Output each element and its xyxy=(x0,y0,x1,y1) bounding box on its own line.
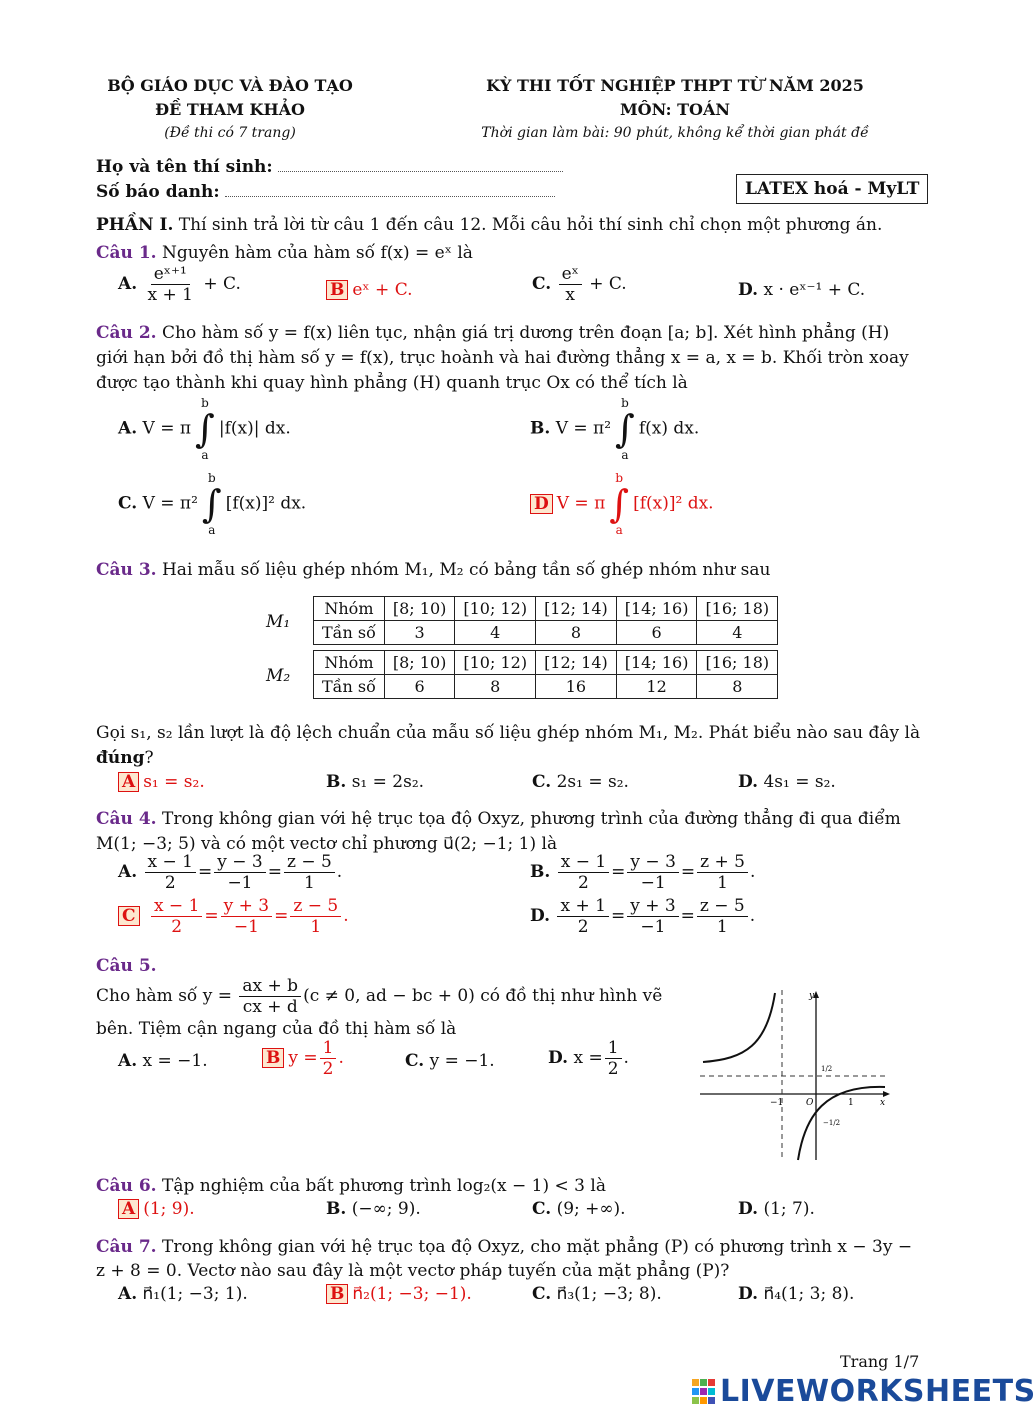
q3-a-label: A xyxy=(118,772,139,792)
q2-b-body: f(x) dx. xyxy=(638,418,700,439)
liveworksheets-brand: LIVEWORKSHEETS xyxy=(720,1374,1036,1409)
frac-num: y − 3 xyxy=(214,852,265,873)
q7-option-c[interactable] xyxy=(532,1284,662,1304)
q3-c-label: C. xyxy=(532,772,552,792)
q4-option-d[interactable]: D. $\frac{x + 1}{2}$ = $\frac{y + 3}{-1}$ = $\frac{z - 5}{1}$ . xyxy=(530,896,756,937)
frac-num: z − 5 xyxy=(697,896,748,917)
q4-a-frac-z xyxy=(284,852,335,893)
frac-num: z − 5 xyxy=(284,852,335,873)
q5-stem xyxy=(96,976,662,1017)
q1-d-label: D. xyxy=(738,280,759,300)
q5-b-pre: y = xyxy=(288,1048,318,1068)
page-number: Trang 1/7 xyxy=(840,1352,920,1371)
q2-c-upper: b xyxy=(207,471,216,485)
q7-option-b[interactable] xyxy=(326,1284,472,1304)
table-cell: [10; 12) xyxy=(455,597,536,621)
part1-instruction xyxy=(96,215,882,235)
q2-b-pre: V = π² xyxy=(555,418,612,439)
frac-num: x − 1 xyxy=(558,852,609,873)
frac-num: z + 5 xyxy=(697,852,748,873)
table-cell: 8 xyxy=(455,675,536,699)
q5-d-fraction xyxy=(605,1038,622,1079)
frac-den: 2 xyxy=(322,1059,334,1079)
table-row xyxy=(314,621,778,645)
q4-b-label: B. xyxy=(530,862,551,882)
q4-c-frac-x xyxy=(151,896,202,937)
q4-c-label: C xyxy=(118,906,140,926)
q6-text: Tập nghiệm của bất phương trình log₂(x − 1) < 3 là xyxy=(161,1176,606,1196)
q6-d-text: (1; 7). xyxy=(763,1199,815,1219)
integral-icon: ∫ xyxy=(195,407,215,451)
table-cell: 8 xyxy=(536,621,617,645)
q6-option-c[interactable] xyxy=(532,1199,626,1219)
table-cell: 4 xyxy=(697,621,778,645)
q2-a-pre: V = π xyxy=(142,418,192,439)
q5-pre: Cho hàm số y = xyxy=(96,986,232,1006)
q6-d-label: D. xyxy=(738,1199,759,1219)
q3-table-m1 xyxy=(313,596,778,645)
y-half-label: 1/2 xyxy=(821,1065,833,1073)
q1-option-c[interactable] xyxy=(532,264,627,305)
q3-c-text: 2s₁ = s₂. xyxy=(556,772,629,792)
q5-graph xyxy=(695,985,895,1165)
q7-a-label: A. xyxy=(118,1284,138,1304)
q2-c-pre: V = π² xyxy=(142,493,198,514)
q7-line1: Trong không gian với hệ trục tọa độ Oxyz, cho mặt phẳng (P) có phương trình x − 3y − xyxy=(161,1237,913,1257)
frac-den: 1 xyxy=(310,917,322,937)
frac-den: −1 xyxy=(233,917,259,937)
table-cell: Tần số xyxy=(314,621,385,645)
q7-label: Câu 7. xyxy=(96,1237,157,1257)
x-neg1-label: −1 xyxy=(770,1098,784,1108)
q3-b-label: B. xyxy=(326,772,347,792)
candidate-id-label: Số báo danh: xyxy=(96,182,220,202)
liveworksheets-logo[interactable] xyxy=(692,1374,1036,1409)
q2-option-b[interactable] xyxy=(530,396,699,462)
q4-a-frac-y xyxy=(214,852,265,893)
q3-b-text: s₁ = 2s₂. xyxy=(351,772,425,792)
q3-after2-bold: đúng xyxy=(96,748,145,768)
q3-after2-tail: ? xyxy=(144,748,154,768)
q4-d-label: D. xyxy=(530,906,551,926)
q6-option-a[interactable] xyxy=(118,1199,195,1219)
frac-den: 1 xyxy=(717,873,728,893)
q6-option-b[interactable] xyxy=(326,1199,421,1219)
frac-num: y − 3 xyxy=(627,852,678,873)
table-cell: [12; 14) xyxy=(536,651,617,675)
q3-option-c[interactable] xyxy=(532,772,629,792)
integral-icon: ∫ xyxy=(615,407,635,451)
q5-option-b[interactable]: B y = $\frac{1}{2}$ . xyxy=(262,1038,344,1079)
part1-title: PHẦN I. xyxy=(96,215,174,235)
q7-line2: z + 8 = 0. Vectơ nào sau đây là một vectơ pháp tuyến của mặt phẳng (P)? xyxy=(96,1261,730,1281)
q2-d-pre: V = π xyxy=(556,493,606,514)
q3-a-text: s₁ = s₂. xyxy=(143,772,205,792)
frac-num: y + 3 xyxy=(627,896,678,917)
candidate-id-field[interactable] xyxy=(225,184,555,197)
frac-num: x − 1 xyxy=(145,852,196,873)
q5-b-label: B xyxy=(262,1048,284,1068)
frac-num: 1 xyxy=(320,1038,337,1059)
q4-d-frac-x xyxy=(557,896,608,937)
table-row xyxy=(314,597,778,621)
q5-den: cx + d xyxy=(242,997,298,1017)
latex-stamp: LATEX hoá - MyLT xyxy=(736,174,928,204)
q2-d-upper: b xyxy=(615,471,624,485)
q7-option-d[interactable] xyxy=(738,1284,854,1304)
q1-a-fraction xyxy=(145,264,196,305)
q3-table-m2 xyxy=(313,650,778,699)
q2-c-lower: a xyxy=(208,523,216,537)
candidate-id-row xyxy=(96,182,555,202)
frac-den: −1 xyxy=(640,917,666,937)
q1-a-den: x + 1 xyxy=(147,285,193,305)
ministry-title: BỘ GIÁO DỤC VÀ ĐÀO TẠO xyxy=(107,76,353,95)
q7-b-label: B xyxy=(326,1284,348,1304)
q4-a-frac-x xyxy=(145,852,196,893)
q2-c-integral xyxy=(202,471,222,537)
q7-d-label: D. xyxy=(738,1284,759,1304)
table-cell: [10; 12) xyxy=(455,651,536,675)
q2-b-upper: b xyxy=(621,396,629,410)
q7-c-label: C. xyxy=(532,1284,552,1304)
q5-cond: (c ≠ 0, ad − bc + 0) có đồ thị như hình vẽ xyxy=(303,986,663,1006)
q3-d-text: 4s₁ = s₂. xyxy=(763,772,836,792)
q4-stem-1 xyxy=(96,809,901,829)
table-cell: 8 xyxy=(697,675,778,699)
q1-a-label: A. xyxy=(118,274,138,294)
q4-line1: Trong không gian với hệ trục tọa độ Oxyz, phương trình của đường thẳng đi qua điểm xyxy=(161,809,901,829)
graph-branch-left xyxy=(703,993,775,1062)
q4-option-b[interactable]: B. $\frac{x - 1}{2}$ = $\frac{y - 3}{-1}$ = $\frac{z + 5}{1}$ . xyxy=(530,852,756,893)
q1-label: Câu 1. xyxy=(96,243,157,263)
q1-option-a[interactable] xyxy=(118,264,241,305)
q1-text: Nguyên hàm của hàm số f(x) = eˣ là xyxy=(161,243,473,263)
q5-label: Câu 5. xyxy=(96,956,157,976)
q1-c-label: C. xyxy=(532,274,552,294)
q7-option-a[interactable] xyxy=(118,1284,248,1304)
q3-d-label: D. xyxy=(738,772,759,792)
q2-label: Câu 2. xyxy=(96,323,157,343)
q2-a-lower: a xyxy=(201,448,209,462)
q2-option-d[interactable] xyxy=(530,471,714,537)
q3-after2 xyxy=(96,748,154,768)
table-cell: [8; 10) xyxy=(384,597,455,621)
q2-a-body: |f(x)| dx. xyxy=(218,418,291,439)
frac-num: y + 3 xyxy=(221,896,272,917)
table-cell: 4 xyxy=(455,621,536,645)
q3-stem xyxy=(96,560,770,580)
q1-c-num: eˣ xyxy=(559,264,582,285)
q3-label: Câu 3. xyxy=(96,560,157,580)
table-cell: 6 xyxy=(384,675,455,699)
q4-b-frac-x xyxy=(558,852,609,893)
frac-den: −1 xyxy=(640,873,666,893)
candidate-name-label: Họ và tên thí sinh: xyxy=(96,157,273,177)
x-axis-arrow-icon xyxy=(883,1091,890,1097)
table-cell: [12; 14) xyxy=(536,597,617,621)
integral-icon: ∫ xyxy=(201,482,222,526)
q3-text: Hai mẫu số liệu ghép nhóm M₁, M₂ có bảng tần số ghép nhóm như sau xyxy=(161,560,771,580)
table-cell: [16; 18) xyxy=(697,651,778,675)
q2-b-integral xyxy=(615,396,635,462)
q2-line1: Cho hàm số y = f(x) liên tục, nhận giá trị dương trên đoạn [a; b]. Xét hình phẳng (H) xyxy=(161,323,890,343)
frac-num: z − 5 xyxy=(290,896,341,917)
q5-d-pre: x = xyxy=(573,1048,603,1068)
q6-option-d[interactable] xyxy=(738,1199,815,1219)
q2-a-label: A. xyxy=(118,418,138,439)
integral-icon: ∫ xyxy=(609,482,630,526)
table-row xyxy=(314,651,778,675)
table-cell: [14; 16) xyxy=(616,651,697,675)
q1-a-tail: + C. xyxy=(203,274,241,294)
doc-type: ĐỀ THAM KHẢO xyxy=(155,100,305,119)
table-cell: [14; 16) xyxy=(616,597,697,621)
q4-c-frac-y xyxy=(221,896,272,937)
q4-option-a[interactable]: A. $\frac{x - 1}{2}$ = $\frac{y - 3}{-1}$ = $\frac{z - 5}{1}$ . xyxy=(118,852,343,893)
q5-heading xyxy=(96,956,157,976)
q3-option-a[interactable] xyxy=(118,772,205,792)
q6-c-text: (9; +∞). xyxy=(556,1199,626,1219)
q6-a-label: A xyxy=(118,1199,139,1219)
q2-d-lower: a xyxy=(615,523,623,537)
q1-c-den: x xyxy=(565,285,575,305)
q5-num: ax + b xyxy=(239,976,301,997)
q1-c-tail: + C. xyxy=(589,274,627,294)
q5-a-label: A. xyxy=(118,1051,138,1071)
q6-label: Câu 6. xyxy=(96,1176,157,1196)
table-cell: Nhóm xyxy=(314,651,385,675)
table-cell: Nhóm xyxy=(314,597,385,621)
q3-m1-label: M₁ xyxy=(266,612,291,632)
table-cell: Tần số xyxy=(314,675,385,699)
table-cell: 6 xyxy=(616,621,697,645)
q2-a-integral xyxy=(195,396,215,462)
candidate-name-row xyxy=(96,157,563,177)
table-cell: [16; 18) xyxy=(697,597,778,621)
q2-d-integral xyxy=(609,471,629,537)
q5-option-a[interactable] xyxy=(118,1051,208,1071)
q1-a-num: eˣ⁺¹ xyxy=(151,264,190,285)
q4-a-label: A. xyxy=(118,862,138,882)
y-axis-label: y xyxy=(809,991,815,1001)
q4-label: Câu 4. xyxy=(96,809,157,829)
q6-b-text: (−∞; 9). xyxy=(351,1199,421,1219)
q7-d-text: n⃗₄(1; 3; 8). xyxy=(763,1284,855,1304)
frac-den: 2 xyxy=(164,873,176,893)
candidate-name-field[interactable] xyxy=(278,159,563,172)
q2-c-label: C. xyxy=(118,493,138,514)
q5-fraction xyxy=(239,976,301,1017)
frac-num: x − 1 xyxy=(151,896,202,917)
q1-b-text: eˣ + C. xyxy=(352,280,413,300)
q5-option-c[interactable] xyxy=(405,1051,495,1071)
pages-note: (Đề thi có 7 trang) xyxy=(164,125,296,141)
frac-den: 2 xyxy=(607,1059,619,1079)
q2-stem-1 xyxy=(96,323,889,343)
frac-num: x + 1 xyxy=(557,896,608,917)
q2-option-c[interactable] xyxy=(118,471,306,537)
q6-c-label: C. xyxy=(532,1199,552,1219)
table-cell: 16 xyxy=(536,675,617,699)
q3-option-d[interactable] xyxy=(738,772,836,792)
q1-stem xyxy=(96,243,473,263)
q1-b-label: B xyxy=(326,280,348,300)
q3-m2-label: M₂ xyxy=(266,666,291,686)
q7-stem-1 xyxy=(96,1237,912,1257)
q1-d-text: x · eˣ⁻¹ + C. xyxy=(763,280,866,300)
q2-a-upper: b xyxy=(201,396,209,410)
q7-c-text: n⃗₃(1; −3; 8). xyxy=(556,1284,662,1304)
liveworksheets-logo-icon xyxy=(692,1379,716,1405)
frac-num: 1 xyxy=(605,1038,622,1059)
q5-line2: bên. Tiệm cận ngang của đồ thị hàm số là xyxy=(96,1019,457,1039)
q4-line2: M(1; −3; 5) và có một vectơ chỉ phương u⃗(2; −1; 1) là xyxy=(96,834,558,854)
frac-den: 1 xyxy=(716,917,728,937)
q4-d-frac-y xyxy=(627,896,678,937)
q1-c-fraction xyxy=(559,264,582,305)
q4-c-frac-z xyxy=(290,896,341,937)
q4-b-frac-z xyxy=(697,852,748,893)
x-axis-label: x xyxy=(880,1098,886,1108)
q4-d-frac-z xyxy=(697,896,748,937)
q5-a-text: x = −1. xyxy=(142,1051,208,1071)
q3-option-b[interactable] xyxy=(326,772,424,792)
subject-title: MÔN: TOÁN xyxy=(619,100,731,119)
q6-b-label: B. xyxy=(326,1199,347,1219)
q2-d-body: [f(x)]² dx. xyxy=(633,493,714,514)
frac-den: 1 xyxy=(303,873,315,893)
q7-b-text: n⃗₂(1; −3; −1). xyxy=(352,1284,472,1304)
q5-d-label: D. xyxy=(548,1048,569,1068)
table-cell: 12 xyxy=(616,675,697,699)
q1-option-b[interactable] xyxy=(326,280,413,300)
q4-b-frac-y xyxy=(627,852,678,893)
q2-d-label: D xyxy=(530,494,553,514)
time-note: Thời gian làm bài: 90 phút, không kể thời gian phát đề xyxy=(481,125,869,141)
origin-label: O xyxy=(806,1098,814,1108)
x-1-label: 1 xyxy=(848,1098,854,1108)
q6-a-text: (1; 9). xyxy=(143,1199,195,1219)
table-cell: 3 xyxy=(384,621,455,645)
q1-option-d[interactable] xyxy=(738,280,865,300)
q2-b-label: B. xyxy=(530,418,551,439)
table-cell: [8; 10) xyxy=(384,651,455,675)
q2-option-a[interactable] xyxy=(118,396,291,462)
q5-b-fraction xyxy=(320,1038,337,1079)
q2-line2: giới hạn bởi đồ thị hàm số y = f(x), trục hoành và hai đường thẳng x = a, x = b. Khối tròn xoay xyxy=(96,348,909,368)
frac-den: 2 xyxy=(171,917,183,937)
q7-a-text: n⃗₁(1; −3; 1). xyxy=(142,1284,248,1304)
frac-den: −1 xyxy=(227,873,253,893)
q6-stem xyxy=(96,1176,606,1196)
q2-line3: được tạo thành khi quay hình phẳng (H) quanh trục Ox có thể tích là xyxy=(96,373,688,393)
q3-after1: Gọi s₁, s₂ lần lượt là độ lệch chuẩn của mẫu số liệu ghép nhóm M₁, M₂. Phát biểu nào sau đây là xyxy=(96,723,921,743)
q2-b-lower: a xyxy=(621,448,629,462)
table-row xyxy=(314,675,778,699)
q5-option-d[interactable]: D. x = $\frac{1}{2}$ . xyxy=(548,1038,629,1079)
q2-c-body: [f(x)]² dx. xyxy=(225,493,307,514)
frac-den: 2 xyxy=(577,917,589,937)
exam-title: KỲ THI TỐT NGHIỆP THPT TỪ NĂM 2025 xyxy=(486,76,864,95)
q4-option-c[interactable]: C $\frac{x - 1}{2}$ = $\frac{y + 3}{-1}$ = $\frac{z - 5}{1}$ . xyxy=(118,896,349,937)
frac-den: 2 xyxy=(578,873,589,893)
q5-c-text: y = −1. xyxy=(429,1051,495,1071)
q5-c-label: C. xyxy=(405,1051,425,1071)
part1-text: Thí sinh trả lời từ câu 1 đến câu 12. Mỗi câu hỏi thí sinh chỉ chọn một phương án. xyxy=(178,215,883,235)
y-neg-half-label: −1/2 xyxy=(823,1119,841,1127)
